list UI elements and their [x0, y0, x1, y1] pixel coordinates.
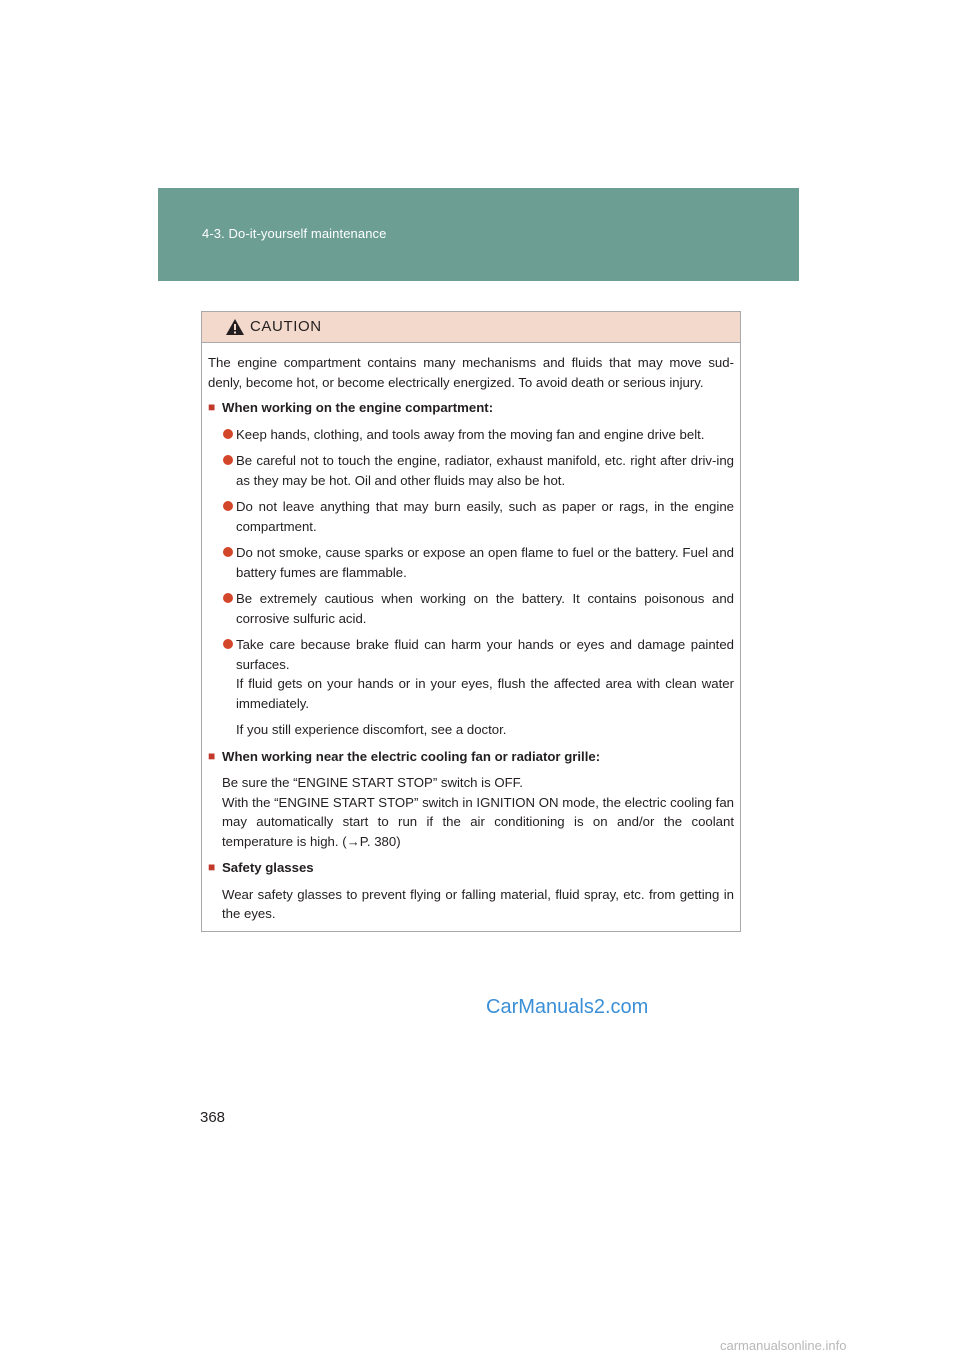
watermark-logo: CarManuals2.com — [486, 996, 649, 1018]
bullet-text: Take care because brake fluid can harm your hands or eyes and damage painted surfaces. — [236, 637, 734, 672]
bullet-item: Keep hands, clothing, and tools away from the moving fan and engine drive belt. — [223, 425, 734, 445]
warning-triangle-icon — [225, 318, 245, 336]
section-heading: ■ When working on the engine compartment: — [208, 398, 734, 418]
circle-bullet-icon — [223, 639, 233, 649]
bullet-item: Be extremely cautious when working on the battery. It contains poisonous and corrosive sulfuric acid. — [223, 589, 734, 628]
square-bullet-icon: ■ — [208, 400, 216, 414]
bullet-item: Do not smoke, cause sparks or expose an open flame to fuel or the battery. Fuel and battery fumes are flammable. — [223, 543, 734, 582]
bullet-note: If you still experience discomfort, see a doctor. — [236, 722, 507, 737]
caution-body — [202, 343, 740, 924]
section-heading: ■ Safety glasses — [208, 858, 734, 878]
caution-intro: The engine compartment contains many mechanisms and fluids that may move sud-denly, become hot, or become electrically energized. To avoid death or serious injury. — [208, 355, 734, 390]
caution-box — [201, 311, 741, 932]
circle-bullet-icon — [223, 455, 233, 465]
page-number: 368 — [200, 1109, 226, 1126]
section-text: Be sure the “ENGINE START STOP” switch is OFF. With the “ENGINE START STOP” switch in IGNITION ON mode, the electric cooling fan may automatically start to run if the air conditioning is on and/or the coolant temperature is high. (→P. 380) — [222, 775, 734, 849]
section-title: 4-3. Do-it-yourself maintenance — [202, 226, 387, 241]
circle-bullet-icon — [223, 593, 233, 603]
square-bullet-icon: ■ — [208, 748, 216, 763]
bullet-item — [223, 635, 734, 713]
caution-header — [202, 312, 740, 343]
bullet-text: If fluid gets on your hands or in your eyes, flush the affected area with clean water immediately. — [236, 676, 734, 711]
circle-bullet-icon — [223, 429, 233, 439]
circle-bullet-icon — [223, 547, 233, 557]
bullet-item: Do not leave anything that may burn easily, such as paper or rags, in the engine compartment. — [223, 497, 734, 536]
caution-title: CAUTION — [250, 318, 322, 335]
section-header-band — [158, 188, 799, 281]
circle-bullet-icon — [223, 501, 233, 511]
section-heading: ■ When working near the electric cooling fan or radiator grille: — [208, 747, 734, 767]
bullet-item: Be careful not to touch the engine, radiator, exhaust manifold, etc. right after driv-ing as they may be hot. Oil and other fluids may also be hot. — [223, 451, 734, 490]
footer-watermark: carmanualsonline.info — [720, 1338, 847, 1353]
square-bullet-icon: ■ — [208, 860, 216, 874]
section-text: Wear safety glasses to prevent flying or falling material, fluid spray, etc. from getting in the eyes. — [222, 886, 734, 921]
